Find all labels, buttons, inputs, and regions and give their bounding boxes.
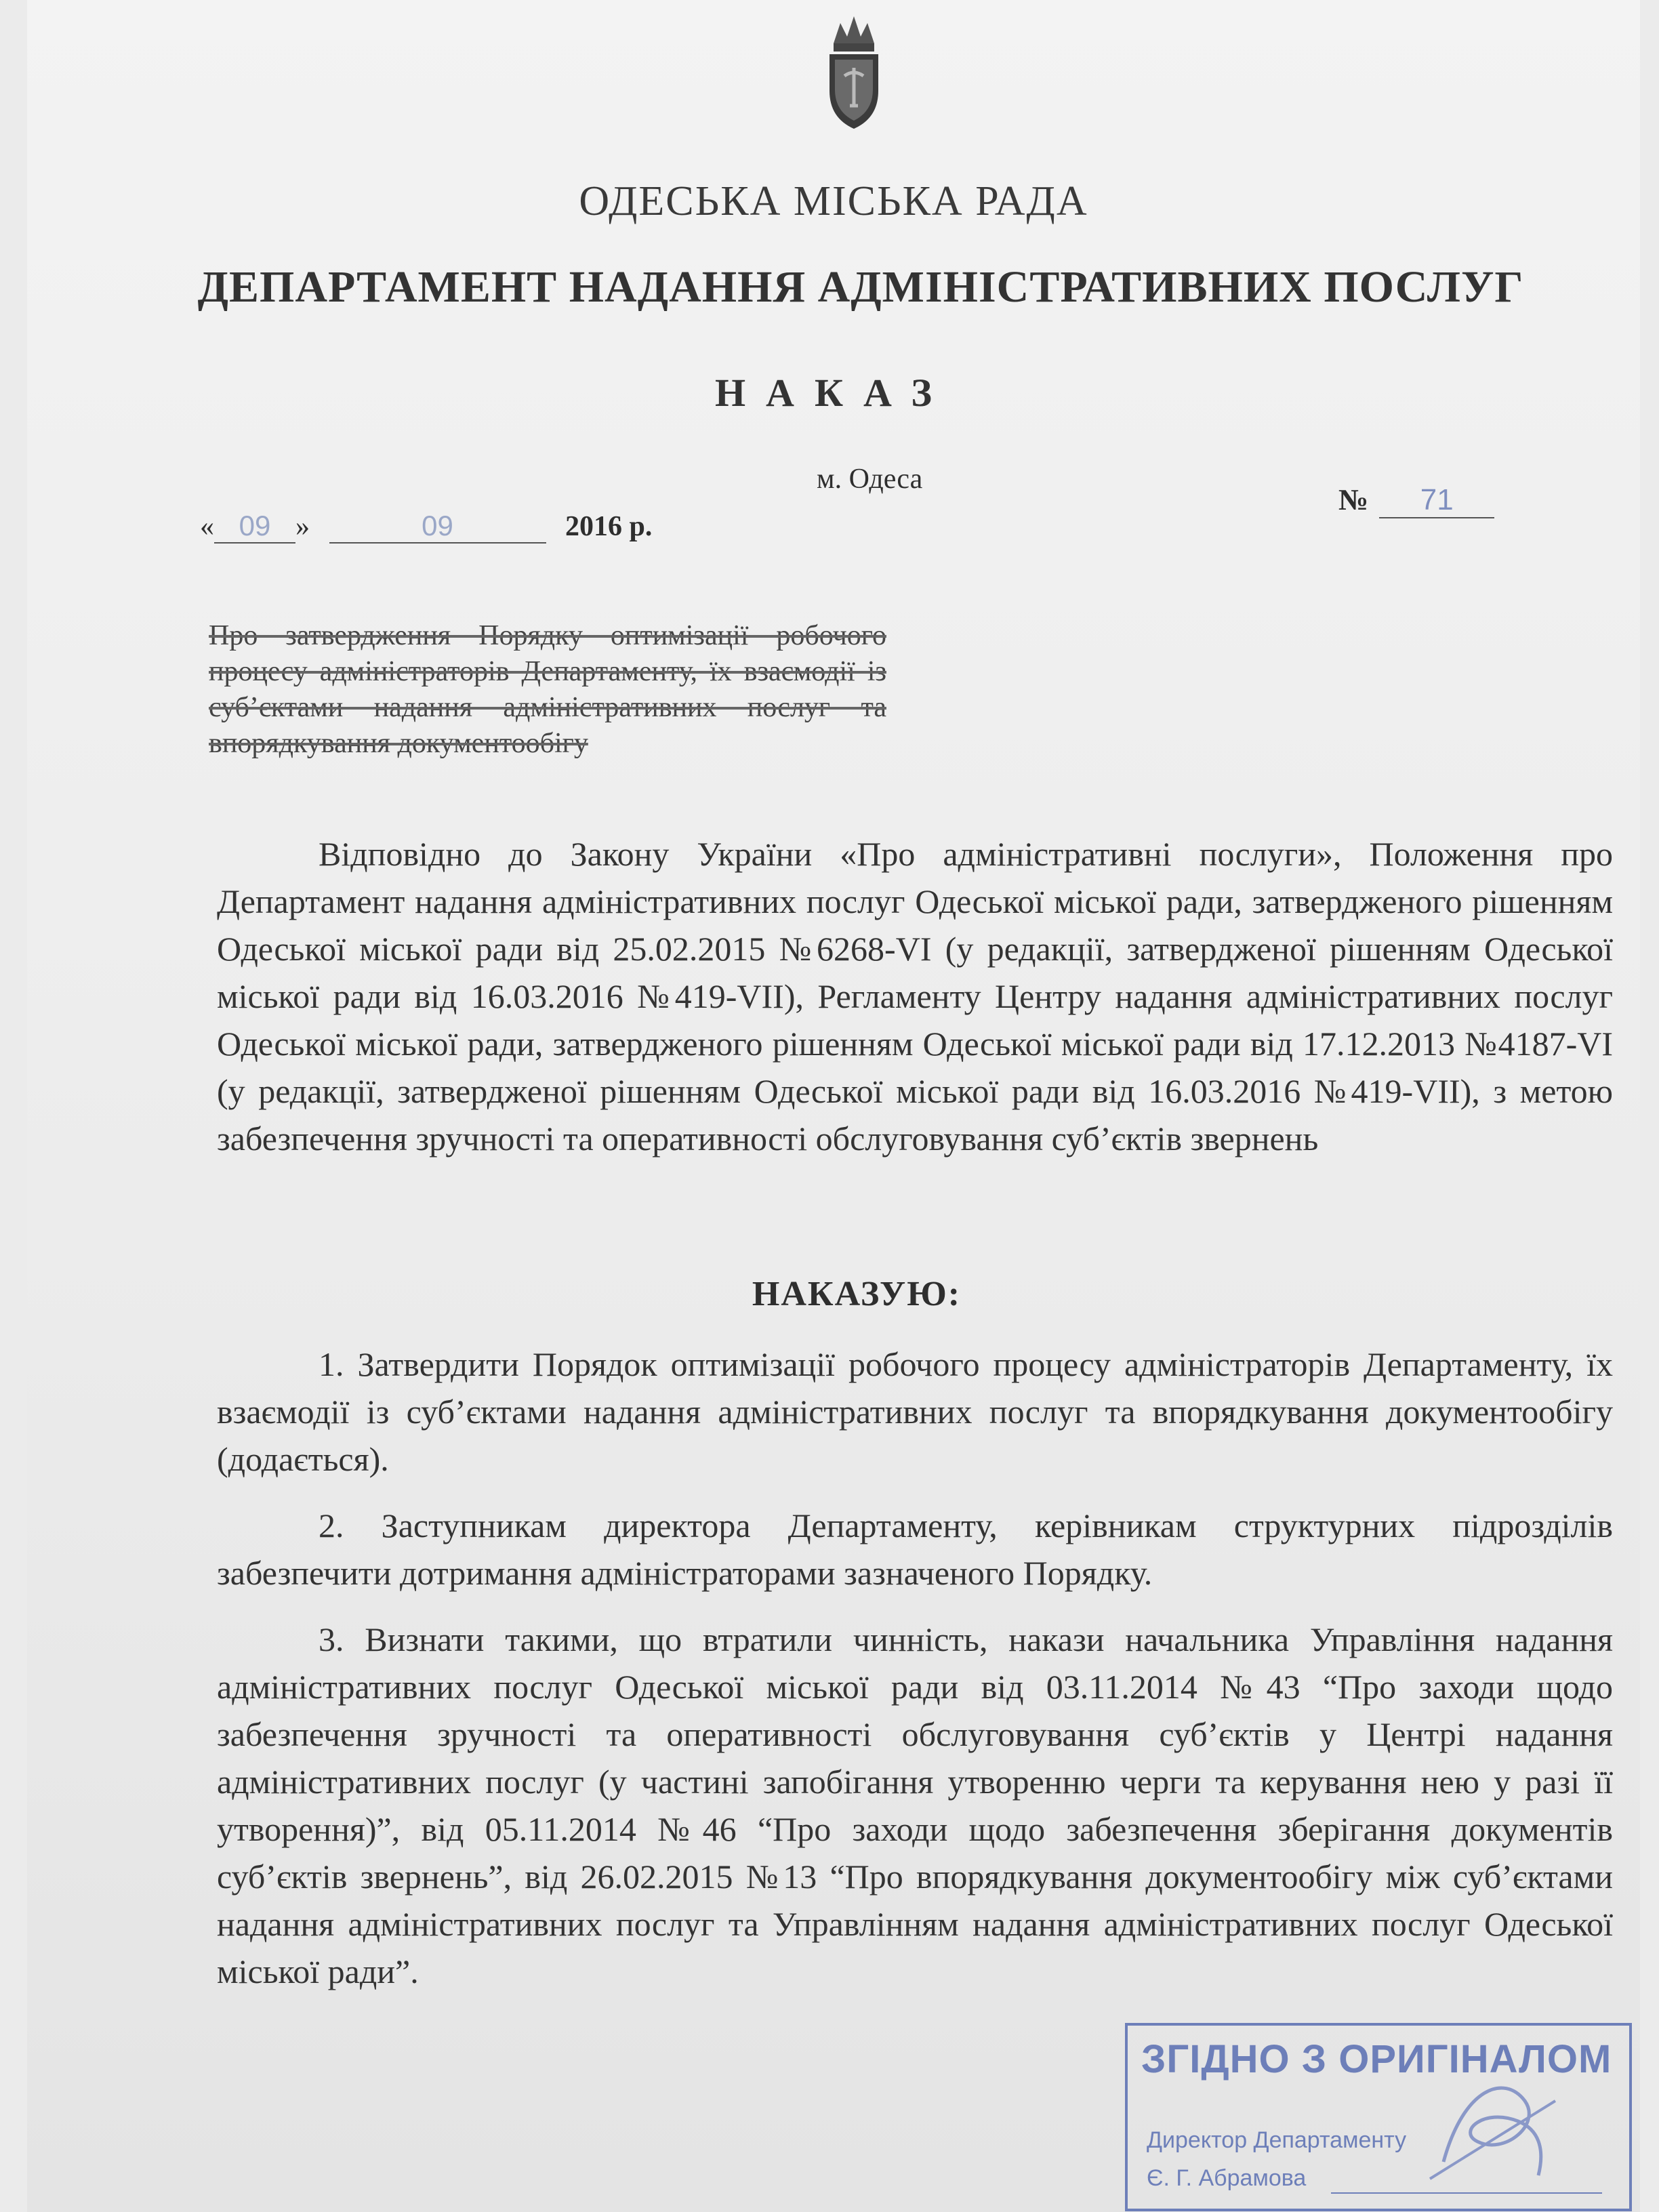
stamp-title: ЗГІДНО З ОРИГІНАЛОМ — [1141, 2037, 1612, 2081]
order-item-1: 1. Затвердити Порядок оптимізації робочого процесу адміністраторів Департаменту, їх взаємодії із суб’єктами надання адміністративних послуг та впорядкування документообігу (додається). — [217, 1345, 1613, 1478]
order-item-2: 2. Заступникам директора Департаменту, керівникам структурних підрозділів забезпечити дотримання адміністраторами зазначеного Порядку. — [217, 1507, 1613, 1592]
order-item-3: 3. Визнати такими, що втратили чинність, накази начальника Управління надання адміністративних послуг Одеської міської ради від 03.11.2014 №43 “Про заходи щодо забезпечення зручності та оперативності обслуговування суб’єктів у Центрі надання адміністративних послуг (у частині запобігання утворенню черги та керування нею у разі її утворення)”, від 05.11.2014 №46 “Про заходи щодо забезпечення зберігання документів суб’єктів звернень”, від 26.02.2015 №13 “Про впорядкування документообігу між суб’єктами надання адміністративних послуг та Управлінням надання адміністративних послуг Одеської міської ради”. — [217, 1620, 1613, 1990]
subject-text: Про затвердження Порядку оптимізації робочого процесу адміністраторів Департаменту, їх взаємодії із суб’єктами надання адміністративних послуг та впорядкування документообігу — [209, 620, 886, 759]
stamp-name: Є. Г. Абрамова — [1147, 2165, 1307, 2191]
date-quote-open: « — [200, 511, 214, 542]
stamp-signature-line — [1331, 2192, 1602, 2194]
city-label: м. Одеса — [817, 464, 923, 495]
order-heading: НАКАЗУЮ: — [752, 1275, 962, 1313]
date-day: 09 — [214, 510, 295, 544]
date-year: 2016 р. — [565, 511, 653, 542]
preamble-paragraph: Відповідно до Закону України «Про адміністративні послуги», Положення про Департамент надання адміністративних послуг Одеської міської ради, затвердженого рішенням Одеської міської ради від 25.02.2015 №6268-VI (у редакції, затвердженої рішенням Одеської міської ради від 16.03.2016 №419-VII), Регламенту Центру надання адміністративних послуг Одеської міської ради, затвердженого рішенням Одеської міської ради від 17.12.2013 №4187-VI (у редакції, затвердженої рішенням Одеської міської ради від 16.03.2016 №419-VII), з метою забезпечення зручності та оперативності обслуговування суб’єктів звернень — [217, 835, 1613, 1158]
document-page — [27, 0, 1640, 2212]
number-value: 71 — [1379, 483, 1494, 518]
date-quote-close: » — [295, 511, 310, 542]
stamp-position: Директор Департаменту — [1147, 2127, 1407, 2153]
date-month: 09 — [329, 510, 546, 544]
signature-icon — [1423, 2060, 1559, 2189]
order-number — [1338, 483, 1494, 518]
city-council-title: ОДЕСЬКА МІСЬКА РАДА — [579, 178, 1088, 224]
order-subject — [209, 618, 886, 762]
order-date — [200, 510, 652, 544]
coat-of-arms-icon — [820, 4, 888, 133]
department-title: ДЕПАРТАМЕНТ НАДАННЯ АДМІНІСТРАТИВНИХ ПОСЛУГ — [197, 262, 1524, 312]
document-type: НАКАЗ — [714, 371, 953, 415]
number-label: № — [1338, 483, 1369, 516]
